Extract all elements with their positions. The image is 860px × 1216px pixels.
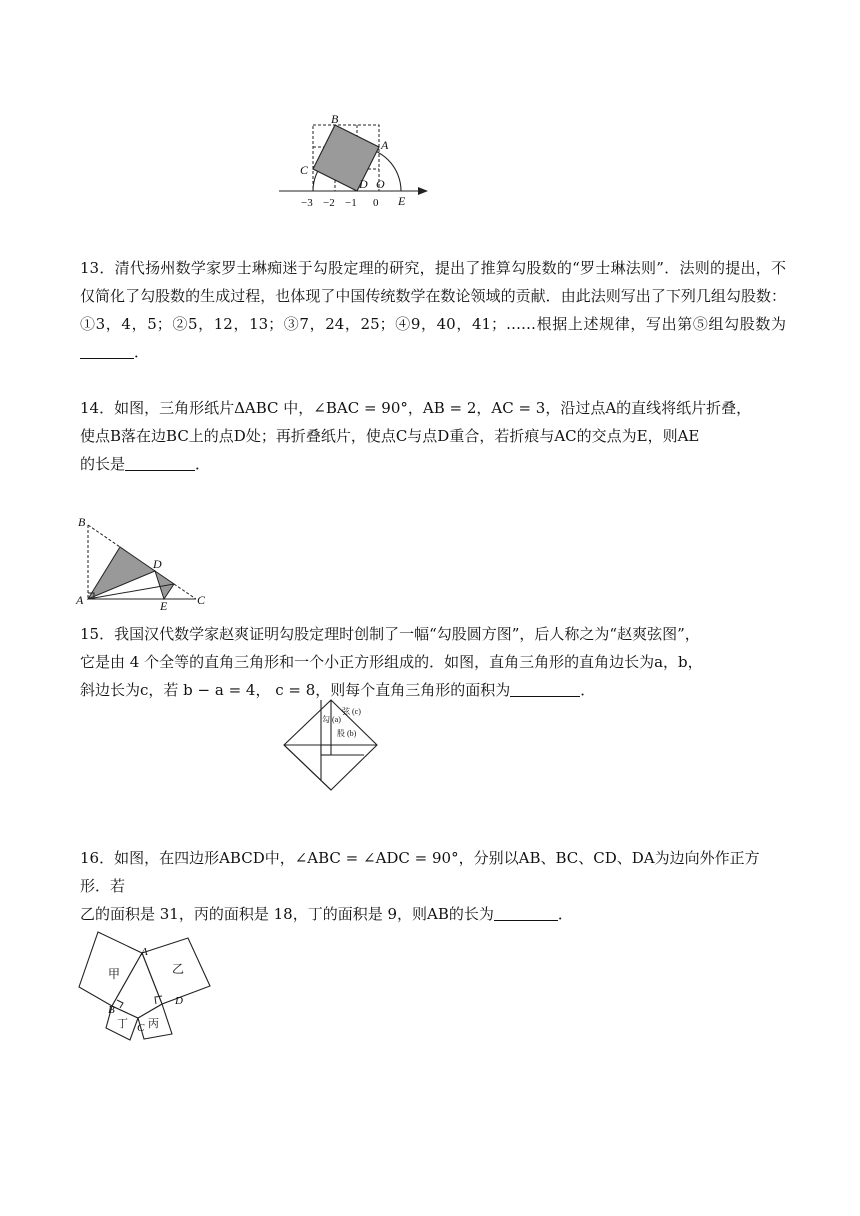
- label-xian: 弦 (c): [342, 707, 361, 716]
- label-jia: 甲: [108, 967, 121, 981]
- figure-quadrilateral-squares: [72, 930, 214, 1044]
- question-16-line-2: 乙的面积是 31，丙的面积是 18，丁的面积是 9，则AB的长为: [80, 905, 494, 923]
- label-gou: 勾 (a): [322, 715, 341, 724]
- question-16: 16．如图，在四边形ABCD中，∠ABC = ∠ADC = 90°，分别以AB、BC、CD、DA为边向外作正方形．若 乙的面积是 31，丙的面积是 18，丁的面积是 9，则AB的长为 ．: [80, 844, 786, 928]
- point-label-d: D: [153, 557, 162, 571]
- question-14-line-3: 的长是: [80, 455, 126, 473]
- question-15: 15．我国汉代数学家赵爽证明勾股定理时创制了一幅“勾股圆方图”，后人称之为“赵爽弦图”， 它是由 4 个全等的直角三角形和一个小正方形组成的．如图，直角三角形的直角边长为a，b， 斜边长为c，若 b − a = 4， c = 8，则每个直角三角形的面积为 ．: [80, 620, 786, 704]
- point-label-c: C: [137, 1022, 145, 1034]
- point-label-b: B: [78, 515, 86, 529]
- point-label-a: A: [381, 138, 389, 152]
- question-14: 14．如图，三角形纸片ΔABC 中，∠BAC = 90°，AB = 2，AC = 3，沿过点A的直线将纸片折叠， 使点B落在边BC上的点D处；再折叠纸片，使点C与点D重合，若折痕与AC的交点为E，则AE 的长是 ．: [80, 394, 786, 478]
- label-gu: 股 (b): [337, 729, 357, 738]
- answer-blank[interactable]: [80, 342, 134, 359]
- small-square: [321, 745, 331, 755]
- label-yi: 乙: [172, 962, 185, 976]
- answer-blank[interactable]: [510, 680, 580, 697]
- tick-label: −3: [301, 197, 313, 209]
- figure-zhao-shuang-diagram: [280, 697, 380, 819]
- dashed-fold-c: [174, 584, 196, 599]
- point-label-e: E: [160, 599, 168, 613]
- tick-label: −2: [323, 197, 335, 209]
- answer-blank[interactable]: [494, 904, 558, 921]
- tick-label: −1: [345, 197, 357, 209]
- figure-folded-triangle: [70, 512, 220, 612]
- dashed-fold-b: [88, 525, 120, 547]
- figure-number-line-square: [276, 108, 436, 212]
- point-label-c: C: [197, 593, 206, 607]
- point-label-b: B: [331, 112, 339, 126]
- point-label-d: D: [359, 177, 368, 191]
- number-line-arrow: [418, 187, 428, 195]
- point-label-a: A: [141, 946, 148, 958]
- question-15-line-2: 它是由 4 个全等的直角三角形和一个小正方形组成的．如图，直角三角形的直角边长为a，b，: [80, 653, 703, 671]
- answer-blank[interactable]: [125, 454, 195, 471]
- question-13: 13．清代扬州数学家罗士琳痴迷于勾股定理的研究，提出了推算勾股数的“罗士琳法则”．法则的提出，不仅简化了勾股数的生成过程，也体现了中国传统数学在数论领域的贡献．由此法则写出了下列几组勾股数：①3，4，5；②5，12，13；③7，24，25；④9，40，41；……根据上述规律，写出第⑤组勾股数为．: [80, 259, 786, 361]
- question-13-text: 13．清代扬州数学家罗士琳痴迷于勾股定理的研究，提出了推算勾股数的“罗士琳法则”．法则的提出，不仅简化了勾股数的生成过程，也体现了中国传统数学在数论领域的贡献．由此法则写出了下列几组勾股数：①3，4，5；②5，12，13；③7，24，25；④9，40，41；……根据上述规律，写出第⑤组勾股数为: [80, 259, 786, 333]
- point-label-c: C: [300, 163, 309, 177]
- point-label-o: O: [376, 177, 385, 191]
- shaded-square: [313, 125, 379, 191]
- question-15-line-1: 15．我国汉代数学家赵爽证明勾股定理时创制了一幅“勾股圆方图”，后人称之为“赵爽弦图”，: [80, 625, 700, 643]
- point-label-b: B: [108, 1004, 115, 1016]
- point-label-a: A: [76, 593, 84, 607]
- point-label-d: D: [175, 995, 183, 1007]
- question-14-line-2: 使点B落在边BC上的点D处；再折叠纸片，使点C与点D重合，若折痕与AC的交点为E，则AE: [80, 427, 700, 445]
- shaded-triangle-abd: [88, 547, 155, 599]
- tick-label: 0: [373, 197, 379, 209]
- label-bing: 丙: [148, 1018, 159, 1030]
- question-16-line-1: 16．如图，在四边形ABCD中，∠ABC = ∠ADC = 90°，分别以AB、BC、CD、DA为边向外作正方形．若: [80, 849, 760, 895]
- label-ding: 丁: [117, 1018, 128, 1030]
- question-14-line-1: 14．如图，三角形纸片ΔABC 中，∠BAC = 90°，AB = 2，AC = 3，沿过点A的直线将纸片折叠，: [80, 399, 752, 417]
- question-15-line-3: 斜边长为c，若 b − a = 4， c = 8，则每个直角三角形的面积为: [80, 681, 511, 699]
- point-label-e: E: [398, 194, 406, 208]
